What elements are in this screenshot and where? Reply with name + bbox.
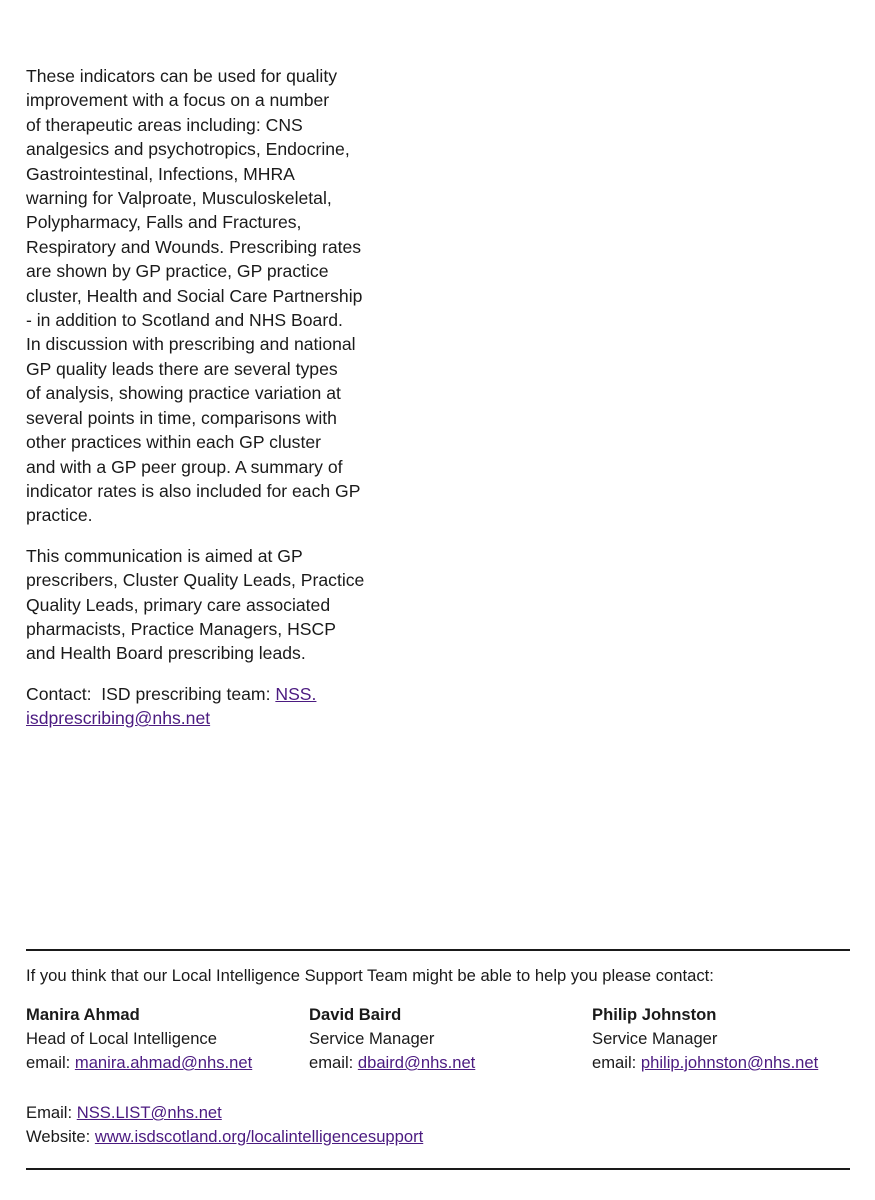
footer-links	[26, 1101, 423, 1149]
contact-card-philip-johnston	[592, 1003, 818, 1075]
paragraph-line: of analysis, showing practice variation at	[26, 383, 341, 404]
email-link-part: NSS.	[275, 683, 317, 704]
paragraph-line: In discussion with prescribing and national	[26, 334, 356, 355]
intro-paragraph	[26, 64, 421, 528]
contact-paragraph	[26, 682, 421, 731]
contact-role: Head of Local Intelligence	[26, 1029, 217, 1048]
website-link[interactable]: www.isdscotland.org/localintelligencesupport	[94, 1127, 424, 1146]
paragraph-line: and with a GP peer group. A summary of	[26, 456, 343, 477]
paragraph-line: - in addition to Scotland and NHS Board.	[26, 310, 343, 331]
paragraph-line: several points in time, comparisons with	[26, 407, 337, 428]
team-email-row	[26, 1101, 423, 1125]
divider-top	[26, 949, 850, 951]
paragraph-line: Quality Leads, primary care associated	[26, 594, 331, 615]
footer-intro: If you think that our Local Intelligence Support Team might be able to help you please contact:	[26, 966, 714, 985]
team-email-link[interactable]: NSS.LIST@nhs.net	[76, 1103, 222, 1122]
email-label: email:	[26, 1053, 75, 1072]
paragraph-line: These indicators can be used for quality	[26, 66, 338, 86]
contact-name: Manira Ahmad	[26, 1005, 140, 1024]
email-label: email:	[309, 1053, 358, 1072]
website-row	[26, 1125, 423, 1149]
paragraph-line: GP quality leads there are several types	[26, 358, 338, 379]
paragraph-line: improvement with a focus on a number	[26, 90, 330, 111]
contact-role: Service Manager	[592, 1029, 718, 1048]
paragraph-line: and Health Board prescribing leads.	[26, 643, 306, 664]
paragraph-line: warning for Valproate, Musculoskeletal,	[26, 188, 332, 209]
contact-name: Philip Johnston	[592, 1005, 717, 1024]
paragraph-line: analgesics and psychotropics, Endocrine,	[26, 139, 350, 160]
contact-email-link[interactable]: philip.johnston@nhs.net	[640, 1053, 819, 1072]
paragraph-line: pharmacists, Practice Managers, HSCP	[26, 618, 336, 639]
paragraph-line: are shown by GP practice, GP practice	[26, 261, 329, 282]
contact-email-row	[309, 1051, 475, 1075]
contact-email-row	[592, 1051, 818, 1075]
main-text-column	[26, 64, 421, 731]
contact-card-david-baird	[309, 1003, 475, 1075]
email-link-part: isdprescribing@nhs.net	[26, 708, 211, 729]
paragraph-line: cluster, Health and Social Care Partnership	[26, 285, 363, 306]
contact-email-row	[26, 1051, 252, 1075]
audience-paragraph	[26, 544, 421, 666]
paragraph-line: This communication is aimed at GP	[26, 545, 303, 566]
paragraph-line: prescribers, Cluster Quality Leads, Practice	[26, 570, 365, 591]
website-label: Website:	[26, 1127, 95, 1146]
paragraph-line: other practices within each GP cluster	[26, 432, 321, 453]
contact-label: Contact: ISD prescribing team:	[26, 683, 276, 704]
contact-card-manira-ahmad	[26, 1003, 252, 1075]
paragraph-line: indicator rates is also included for each GP	[26, 480, 361, 501]
contact-role: Service Manager	[309, 1029, 435, 1048]
paragraph-line: Respiratory and Wounds. Prescribing rates	[26, 236, 362, 257]
contact-name: David Baird	[309, 1005, 402, 1024]
email-label: email:	[592, 1053, 641, 1072]
paragraph-line: Gastrointestinal, Infections, MHRA	[26, 163, 295, 184]
paragraph-line: practice.	[26, 505, 93, 526]
contact-email-link[interactable]: manira.ahmad@nhs.net	[74, 1053, 253, 1072]
contact-email-link[interactable]: dbaird@nhs.net	[357, 1053, 476, 1072]
email-label: Email:	[26, 1103, 77, 1122]
paragraph-line: of therapeutic areas including: CNS	[26, 114, 303, 135]
divider-bottom	[26, 1168, 850, 1170]
paragraph-line: Polypharmacy, Falls and Fractures,	[26, 212, 302, 233]
